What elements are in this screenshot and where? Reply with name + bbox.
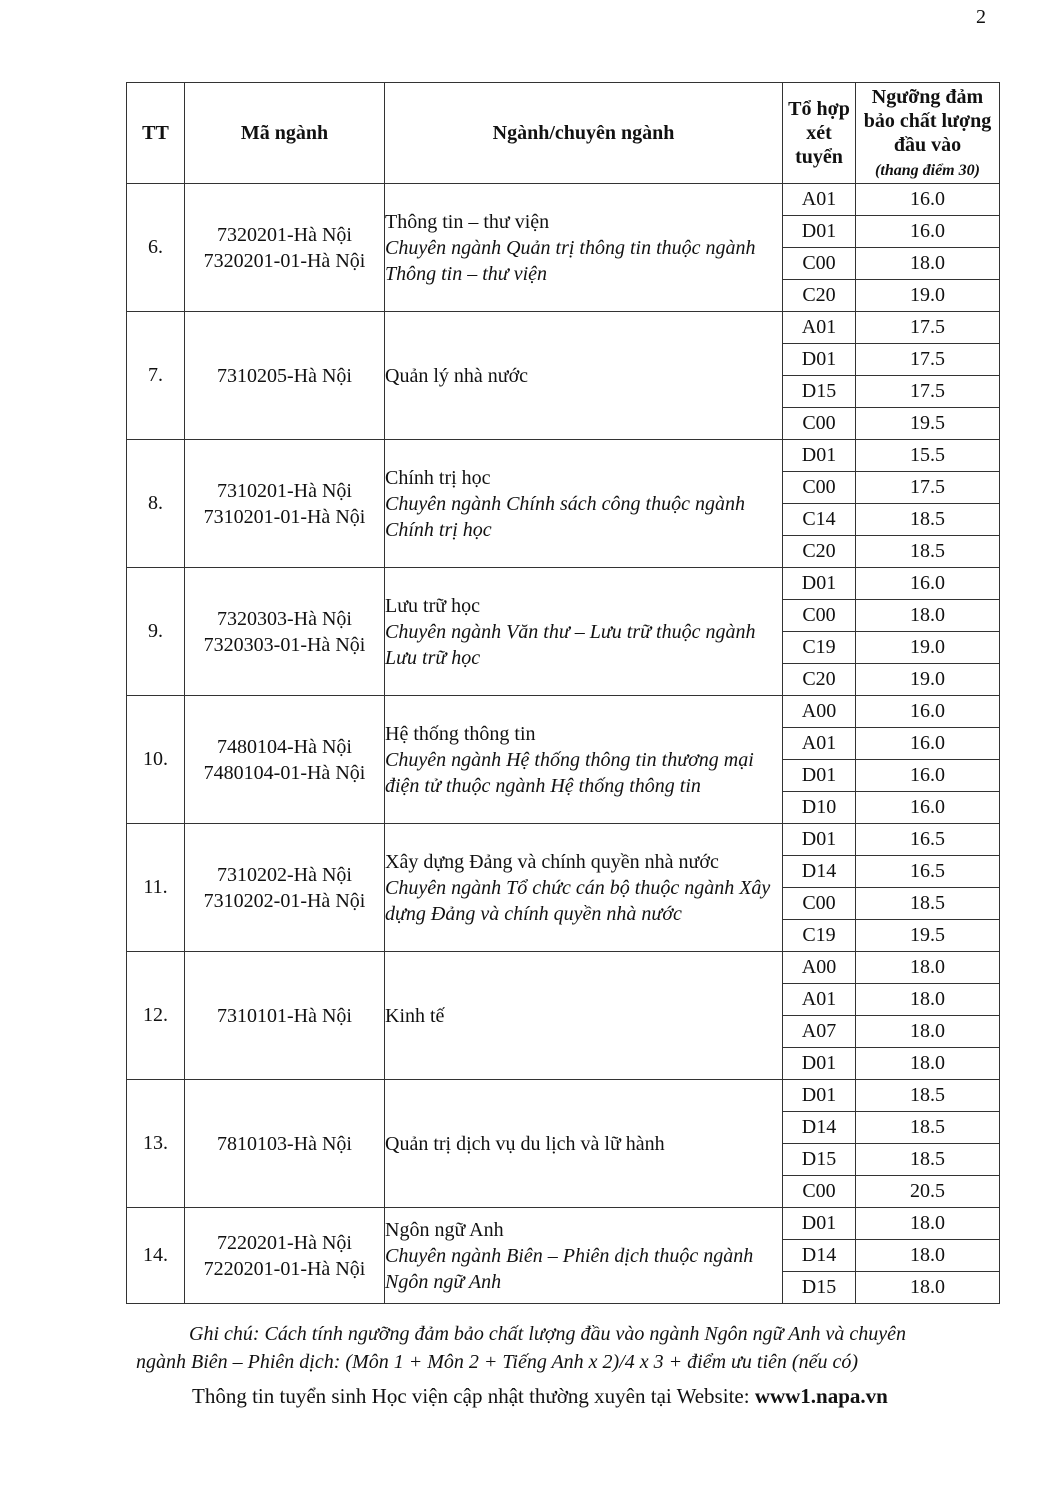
subject-combination: D01	[783, 824, 856, 856]
major-name-cell	[385, 312, 783, 440]
row-number: 12.	[127, 952, 185, 1080]
subject-combination: C00	[783, 408, 856, 440]
major-code	[185, 696, 385, 824]
threshold-score: 16.0	[856, 728, 1000, 760]
threshold-score: 16.0	[856, 760, 1000, 792]
major-code-line: 7320303-Hà Nội	[217, 607, 352, 630]
specialization: Chuyên ngành Văn thư – Lưu trữ thuộc ngành Lưu trữ học	[385, 620, 756, 669]
major-name-cell	[385, 568, 783, 696]
subject-combination: D15	[783, 1272, 856, 1304]
table-header-row	[127, 83, 1000, 184]
major-code-line: 7310205-Hà Nội	[217, 364, 352, 387]
table-row	[127, 440, 1000, 472]
subject-combination: A07	[783, 1016, 856, 1048]
major-code	[185, 952, 385, 1080]
major-code-line: 7310202-Hà Nội	[217, 863, 352, 886]
header-code: Mã ngành	[185, 83, 385, 184]
major-code	[185, 824, 385, 952]
header-threshold	[856, 83, 1000, 184]
major-code-line: 7310201-01-Hà Nội	[203, 505, 366, 528]
footnote	[136, 1320, 1006, 1376]
major-name: Ngôn ngữ Anh	[385, 1218, 504, 1241]
major-code-line: 7810103-Hà Nội	[217, 1132, 352, 1155]
threshold-score: 18.5	[856, 1080, 1000, 1112]
threshold-score: 20.5	[856, 1176, 1000, 1208]
specialization: Chuyên ngành Tổ chức cán bộ thuộc ngành Xây dựng Đảng và chính quyền nhà nước	[385, 876, 771, 925]
major-code-line: 7220201-Hà Nội	[217, 1231, 352, 1254]
subject-combination: D14	[783, 1112, 856, 1144]
major-code	[185, 1080, 385, 1208]
website-url: www1.napa.vn	[754, 1384, 888, 1408]
subject-combination: C20	[783, 536, 856, 568]
threshold-score: 18.0	[856, 248, 1000, 280]
subject-combination: D01	[783, 440, 856, 472]
page-number: 2	[976, 6, 986, 28]
row-number: 10.	[127, 696, 185, 824]
subject-combination: C00	[783, 600, 856, 632]
header-combo-label: Tổ hợp xét tuyển	[788, 98, 850, 168]
major-code-line: 7310101-Hà Nội	[217, 1004, 352, 1027]
subject-combination: D01	[783, 568, 856, 600]
major-name-cell	[385, 184, 783, 312]
admissions-threshold-table	[126, 82, 1000, 1304]
subject-combination: D01	[783, 344, 856, 376]
major-name-cell	[385, 1208, 783, 1304]
subject-combination: D15	[783, 1144, 856, 1176]
threshold-score: 18.5	[856, 536, 1000, 568]
subject-combination: C00	[783, 1176, 856, 1208]
subject-combination: D01	[783, 216, 856, 248]
threshold-score: 16.0	[856, 792, 1000, 824]
subject-combination: D14	[783, 1240, 856, 1272]
major-code	[185, 440, 385, 568]
subject-combination: C14	[783, 504, 856, 536]
subject-combination: D01	[783, 1208, 856, 1240]
threshold-score: 19.5	[856, 408, 1000, 440]
table-row	[127, 1208, 1000, 1240]
major-name: Quản lý nhà nước	[385, 364, 529, 387]
threshold-score: 18.0	[856, 1016, 1000, 1048]
threshold-score: 16.5	[856, 856, 1000, 888]
major-name: Quản trị dịch vụ du lịch và lữ hành	[385, 1132, 665, 1155]
subject-combination: C00	[783, 888, 856, 920]
subject-combination: C19	[783, 632, 856, 664]
threshold-score: 19.0	[856, 280, 1000, 312]
threshold-score: 18.5	[856, 888, 1000, 920]
threshold-score: 19.0	[856, 632, 1000, 664]
major-code-line: 7480104-Hà Nội	[217, 735, 352, 758]
website-notice	[192, 1384, 888, 1409]
footnote-line-2: ngành Biên – Phiên dịch: (Môn 1 + Môn 2 + Tiếng Anh x 2)/4 x 3 + điểm ưu tiên (nếu có)	[136, 1351, 858, 1373]
table-row	[127, 1080, 1000, 1112]
subject-combination: C20	[783, 664, 856, 696]
header-combo	[783, 83, 856, 184]
major-code	[185, 568, 385, 696]
header-threshold-note: (thang điểm 30)	[875, 162, 980, 179]
row-number: 11.	[127, 824, 185, 952]
subject-combination: D01	[783, 760, 856, 792]
threshold-score: 16.0	[856, 184, 1000, 216]
row-number: 7.	[127, 312, 185, 440]
specialization: Chuyên ngành Hệ thống thông tin thương mại điện tử thuộc ngành Hệ thống thông tin	[385, 748, 754, 797]
threshold-score: 18.5	[856, 1144, 1000, 1176]
major-name: Xây dựng Đảng và chính quyền nhà nước	[385, 850, 719, 873]
subject-combination: C00	[783, 248, 856, 280]
threshold-score: 16.0	[856, 216, 1000, 248]
table-row	[127, 312, 1000, 344]
table-body	[127, 184, 1000, 1304]
threshold-score: 18.0	[856, 600, 1000, 632]
subject-combination: D01	[783, 1048, 856, 1080]
subject-combination: A01	[783, 728, 856, 760]
major-name: Chính trị học	[385, 466, 491, 489]
threshold-score: 18.5	[856, 504, 1000, 536]
subject-combination: A00	[783, 952, 856, 984]
threshold-score: 17.5	[856, 472, 1000, 504]
row-number: 6.	[127, 184, 185, 312]
subject-combination: D15	[783, 376, 856, 408]
table-row	[127, 568, 1000, 600]
major-name: Kinh tế	[385, 1004, 445, 1027]
subject-combination: A01	[783, 312, 856, 344]
major-code-line: 7480104-01-Hà Nội	[203, 761, 366, 784]
threshold-score: 16.0	[856, 568, 1000, 600]
threshold-score: 16.0	[856, 696, 1000, 728]
threshold-score: 18.0	[856, 1272, 1000, 1304]
threshold-score: 18.0	[856, 1240, 1000, 1272]
threshold-score: 17.5	[856, 376, 1000, 408]
specialization: Chuyên ngành Biên – Phiên dịch thuộc ngành Ngôn ngữ Anh	[385, 1244, 754, 1293]
subject-combination: C19	[783, 920, 856, 952]
major-code	[185, 1208, 385, 1304]
major-code-line: 7310202-01-Hà Nội	[203, 889, 366, 912]
major-name-cell	[385, 1080, 783, 1208]
major-name-cell	[385, 824, 783, 952]
threshold-score: 18.0	[856, 1208, 1000, 1240]
subject-combination: C00	[783, 472, 856, 504]
specialization: Chuyên ngành Quản trị thông tin thuộc ngành Thông tin – thư viện	[385, 236, 756, 285]
subject-combination: C20	[783, 280, 856, 312]
major-name: Hệ thống thông tin	[385, 722, 536, 745]
subject-combination: D14	[783, 856, 856, 888]
subject-combination: A01	[783, 984, 856, 1016]
subject-combination: D10	[783, 792, 856, 824]
major-code-line: 7220201-01-Hà Nội	[203, 1257, 366, 1280]
threshold-score: 19.0	[856, 664, 1000, 696]
table-row	[127, 184, 1000, 216]
major-code-line: 7320201-Hà Nội	[217, 223, 352, 246]
threshold-score: 17.5	[856, 312, 1000, 344]
threshold-score: 18.0	[856, 984, 1000, 1016]
website-notice-text: Thông tin tuyển sinh Học viện cập nhật thường xuyên tại Website:	[192, 1384, 755, 1408]
major-code-line: 7320201-01-Hà Nội	[203, 249, 366, 272]
threshold-score: 18.0	[856, 1048, 1000, 1080]
row-number: 8.	[127, 440, 185, 568]
threshold-score: 17.5	[856, 344, 1000, 376]
major-name-cell	[385, 696, 783, 824]
row-number: 13.	[127, 1080, 185, 1208]
table-row	[127, 696, 1000, 728]
table-row	[127, 824, 1000, 856]
major-code-line: 7320303-01-Hà Nội	[203, 633, 366, 656]
threshold-score: 16.5	[856, 824, 1000, 856]
major-code	[185, 312, 385, 440]
subject-combination: D01	[783, 1080, 856, 1112]
header-major: Ngành/chuyên ngành	[385, 83, 783, 184]
header-tt: TT	[127, 83, 185, 184]
threshold-score: 18.5	[856, 1112, 1000, 1144]
threshold-score: 18.0	[856, 952, 1000, 984]
footnote-line-1: Ghi chú: Cách tính ngưỡng đảm bảo chất lượng đầu vào ngành Ngôn ngữ Anh và chuyên	[189, 1323, 906, 1345]
table-row	[127, 952, 1000, 984]
subject-combination: A00	[783, 696, 856, 728]
header-threshold-label: Ngưỡng đảm bảo chất lượng đầu vào	[863, 86, 992, 156]
row-number: 9.	[127, 568, 185, 696]
major-name-cell	[385, 952, 783, 1080]
major-name-cell	[385, 440, 783, 568]
threshold-score: 19.5	[856, 920, 1000, 952]
subject-combination: A01	[783, 184, 856, 216]
major-code	[185, 184, 385, 312]
specialization: Chuyên ngành Chính sách công thuộc ngành Chính trị học	[385, 492, 745, 541]
threshold-score: 15.5	[856, 440, 1000, 472]
row-number: 14.	[127, 1208, 185, 1304]
major-code-line: 7310201-Hà Nội	[217, 479, 352, 502]
major-name: Lưu trữ học	[385, 594, 480, 617]
major-name: Thông tin – thư viện	[385, 210, 550, 233]
